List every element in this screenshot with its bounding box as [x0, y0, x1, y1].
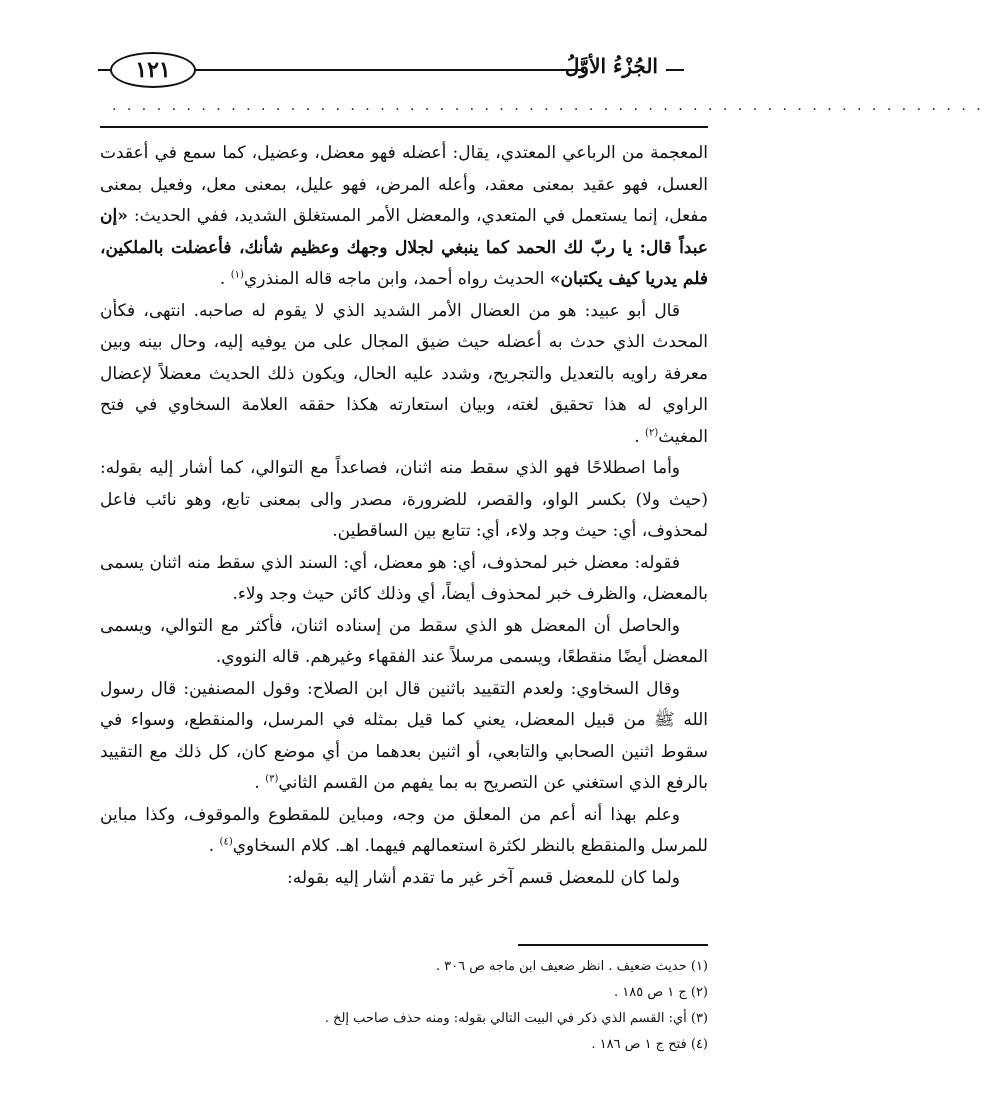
footnote-3: (٣) أي: القسم الذي ذكر في البيت التالي بقوله: ومنه حذف صاحب إلخ .	[324, 1011, 708, 1026]
body-text	[100, 138, 708, 894]
footnote-ref-1: (١)	[230, 269, 244, 281]
footnote-rule	[518, 944, 708, 946]
paragraph-7: وعلم بهذا أنه أعم من المعلق من وجه، ومباين للمقطوع والموقوف، وكذا مباين للمرسل والمنقطع بالنظر لكثرة استعمالهم فيهما. اهـ. كلام السخاوي$^{(٤)}$ .	[100, 804, 708, 856]
hadith-quote: «إن عبداً قال: يا ربّ لك الحمد كما ينبغي لجلال وجهك وعظيم شأنك، فأعضلت بالملكين، فلم يدريا كيف يكتبان»	[100, 206, 708, 289]
footnote-ref-3: (٣)	[265, 773, 279, 785]
paragraph-2: قال أبو عبيد: هو من العضال الأمر الشديد الذي لا يقوم له صاحبه. انتهى، فكأن المحدث الذي حدث به أعضله حيث ضيق المجال على من يوفيه إليه، وحال بينه وبين معرفة راويه بالتعديل والتجريح، وشدد عليه الحال، ويكون ذلك الحديث معضلاً لإعضال الراوي له هذا تحقيق لغته، وبيان استعارته هكذا حققه العلامة السخاوي في فتح المغيث$^{(٢)}$ .	[100, 300, 708, 447]
paragraph-1: المعجمة من الرباعي المعتدي، يقال: أعضله فهو معضل، وعضيل، كما سمع في أعقدت العسل، فهو عقيد بمعنى معقد، وأعله المرض، فهو عليل، بمعنى معل، وفعيل بمعنى مفعل، إنما يستعمل في المتعدي، والمعضل الأمر المستغلق الشديد، ففي الحديث: «إن عبداً قال: يا ربّ لك الحمد كما ينبغي لجلال وجهك وعظيم شأنك، فأعضلت بالملكين، فلم يدريا كيف يكتبان» الحديث رواه أحمد، وابن ماجه قاله المنذري$^{(١)}$ .	[100, 143, 708, 289]
footnote-ref-4: (٤)	[219, 836, 233, 848]
page-number: ١٢١	[110, 52, 196, 88]
paragraph-8: ولما كان للمعضل قسم آخر غير ما تقدم أشار إليه بقوله:	[287, 867, 680, 888]
paragraph-6: وقال السخاوي: ولعدم التقييد باثنين قال ابن الصلاح: وقول المصنفين: قال رسول الله ﷺ من قبيل المعضل، يعني كما قيل بمثله في المرسل، والمنقطع، وسواء في سقوط اثنين الصحابي والتابعي، أو اثنين بعدهما من أي موضع كان، كل ذلك مع التقييد بالرفع الذي استغني عن التصريح به بما يفهم من القسم الثاني$^{(٣)}$ .	[100, 678, 708, 793]
page-header	[98, 52, 684, 92]
dotted-separator: . . . . . . . . . . . . . . . . . . . . . . . . . . . . . . . . . . . . . . . . . . . . . . . . . . . . . . . . . . .	[112, 98, 984, 114]
header-rule	[190, 69, 584, 71]
footnote-2: (٢) ج ١ ص ١٨٥ .	[614, 985, 708, 1000]
footnotes	[100, 954, 708, 1058]
top-rule	[100, 126, 708, 128]
footnote-1: (١) حديث ضعيف . انظر ضعيف ابن ماجه ص ٣٠٦ .	[435, 959, 708, 974]
paragraph-5: والحاصل أن المعضل هو الذي سقط من إسناده اثنان، فأكثر مع التوالي، ويسمى المعضل أيضًا منقطعًا، ويسمى مرسلاً عند الفقهاء وغيرهم. قاله النووي.	[100, 615, 708, 667]
footnote-4: (٤) فتح ج ١ ص ١٨٦ .	[591, 1037, 708, 1052]
header-dash	[666, 69, 684, 71]
paragraph-3: وأما اصطلاحًا فهو الذي سقط منه اثنان، فصاعداً مع التوالي، كما أشار إليه بقوله: (حيث ولا) بكسر الواو، والقصر، للضرورة، مصدر والى بمعنى تابع، وهو نائب فاعل لمحذوف، أي: حيث وجد ولاء، أي: تتابع بين الساقطين.	[100, 458, 708, 541]
paragraph-4: فقوله: معضل خبر لمحذوف، أي: هو معضل، أي: السند الذي سقط منه اثنان يسمى بالمعضل، والظرف خبر لمحذوف أيضاً، أي وذلك كائن حيث وجد ولاء.	[100, 552, 708, 604]
footnote-ref-2: (٢)	[645, 426, 659, 438]
running-title: الجُزْءُ الأوَّلُ	[564, 54, 658, 78]
